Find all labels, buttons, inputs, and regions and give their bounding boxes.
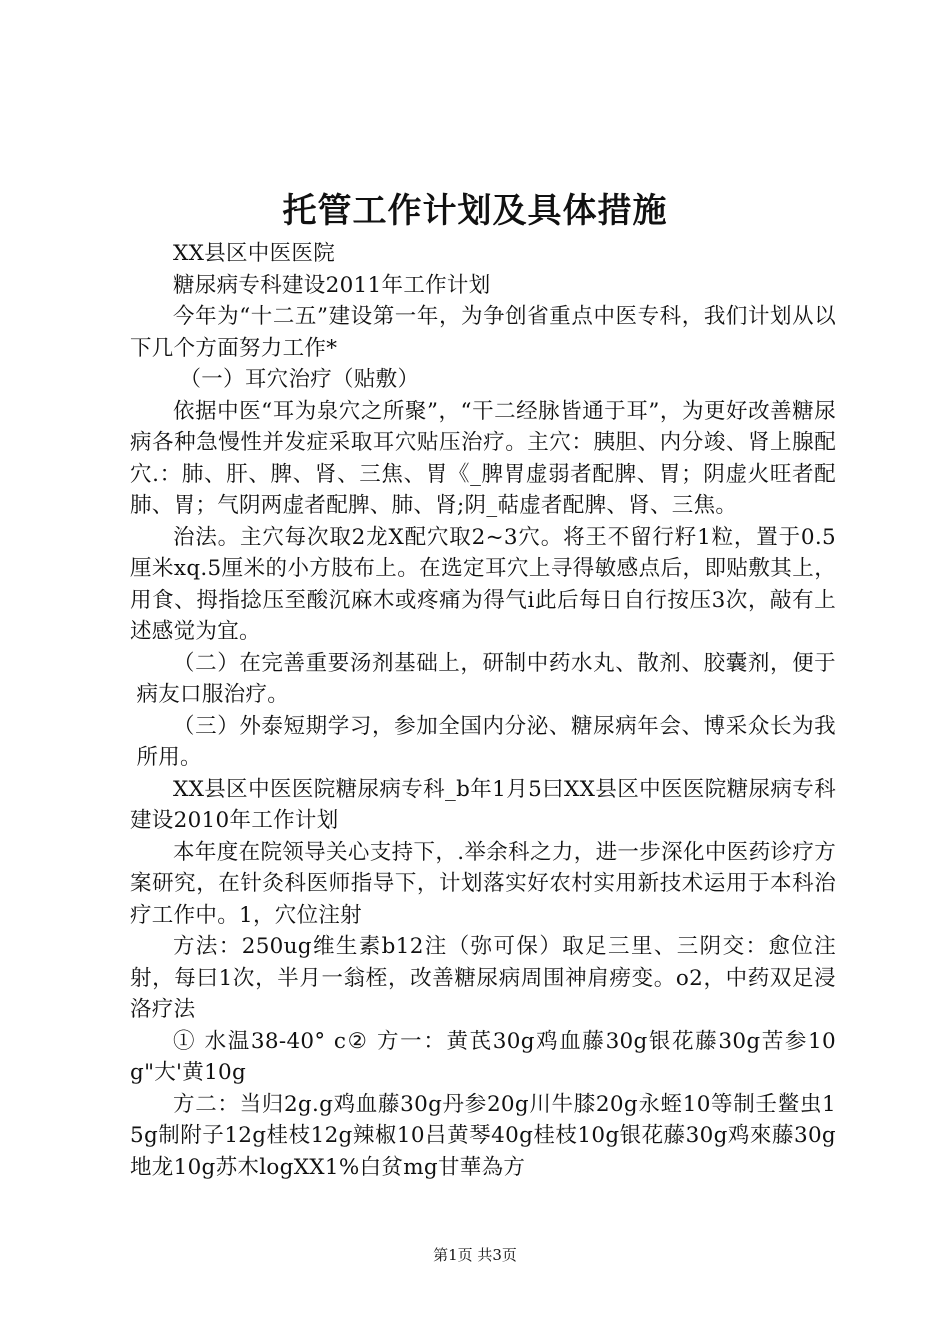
paragraph: 方二：当归2g.g鸡血藤30g丹参20g川牛膝20g永蛭10等制壬鳖虫15g制附子12g桂枝12g辣椒10吕黄琴40g桂枝10g银花藤30g鸡來藤30g地龙10g苏木logXX1%白贫mg甘華為方: [130, 1091, 836, 1180]
paragraph: XX县区中医医院: [173, 241, 336, 266]
paragraph: 方法：250ug维生素b12注（弥可保）取足三里、三阴交：愈位注射，每曰1次，半月一翁桎，改善糖尿病周围神肩痨变。o2，中药双足浸洛疗法: [130, 934, 836, 1022]
document-body: [130, 238, 836, 1183]
paragraph: （三）外泰短期学习，参加全国内分泌、糖尿病年会、博采众长为我所用。: [136, 713, 836, 770]
paragraph: 依据中医“耳为泉穴之所聚”，“干二经脉皆通于耳”，为更好改善糖尿病各种急慢性并发症采取耳穴贴压治疗。主穴：胰胆、内分竣、肾上腺配穴.：肺、肝、脾、肾、三焦、胃《_脾胃虚弱者配脾、胃；阴虚火旺者配肺、胃；气阴两虚者配脾、肺、肾;阴_萜虚者配脾、肾、三焦。: [130, 398, 836, 518]
paragraph: ① 水温38-40° c② 方一：黄芪30g鸡血藤30g银花藤30g苦参10g"大'黄10g: [130, 1028, 836, 1085]
paragraph: 本年度在院领导关心支持下，.举余科之力，进一步深化中医药诊疗方案研究，在针灸科医师指导下，计划落实好农村实用新技术运用于本科治疗工作中。1，穴位注射: [130, 839, 836, 928]
paragraph: （二）在完善重要汤剂基础上，研制中药水丸、散剂、胶囊剂，便于病友口服治疗。: [136, 650, 836, 707]
paragraph: 糖尿病专科建设2011年工作计划: [173, 272, 491, 298]
paragraph: 治法。主穴每次取2龙X配穴取2~3穴。将王不留行籽1粒，置于0.5厘米xq.5厘米的小方肢布上。在选定耳穴上寻得敏感点后，即贴敷其上，用食、拇指捻压至酸沉麻木或疼痛为得气i此后每日自行按压3次，敲有上述感觉为宜。: [130, 524, 836, 644]
paragraph: 今年为“十二五”建设第一年，为争创省重点中医专科，我们计划从以下几个方面努力工作*: [130, 304, 836, 361]
page-footer: 第1页 共3页: [433, 1246, 517, 1264]
paragraph: （一）耳穴治疗（贴敷）: [179, 367, 420, 392]
paragraph: XX县区中医医院糖尿病专科_b年1月5曰XX县区中医医院糖尿病专科建设2010年工作计划: [130, 776, 836, 833]
document-title: 托管工作计划及具体措施: [282, 191, 668, 231]
